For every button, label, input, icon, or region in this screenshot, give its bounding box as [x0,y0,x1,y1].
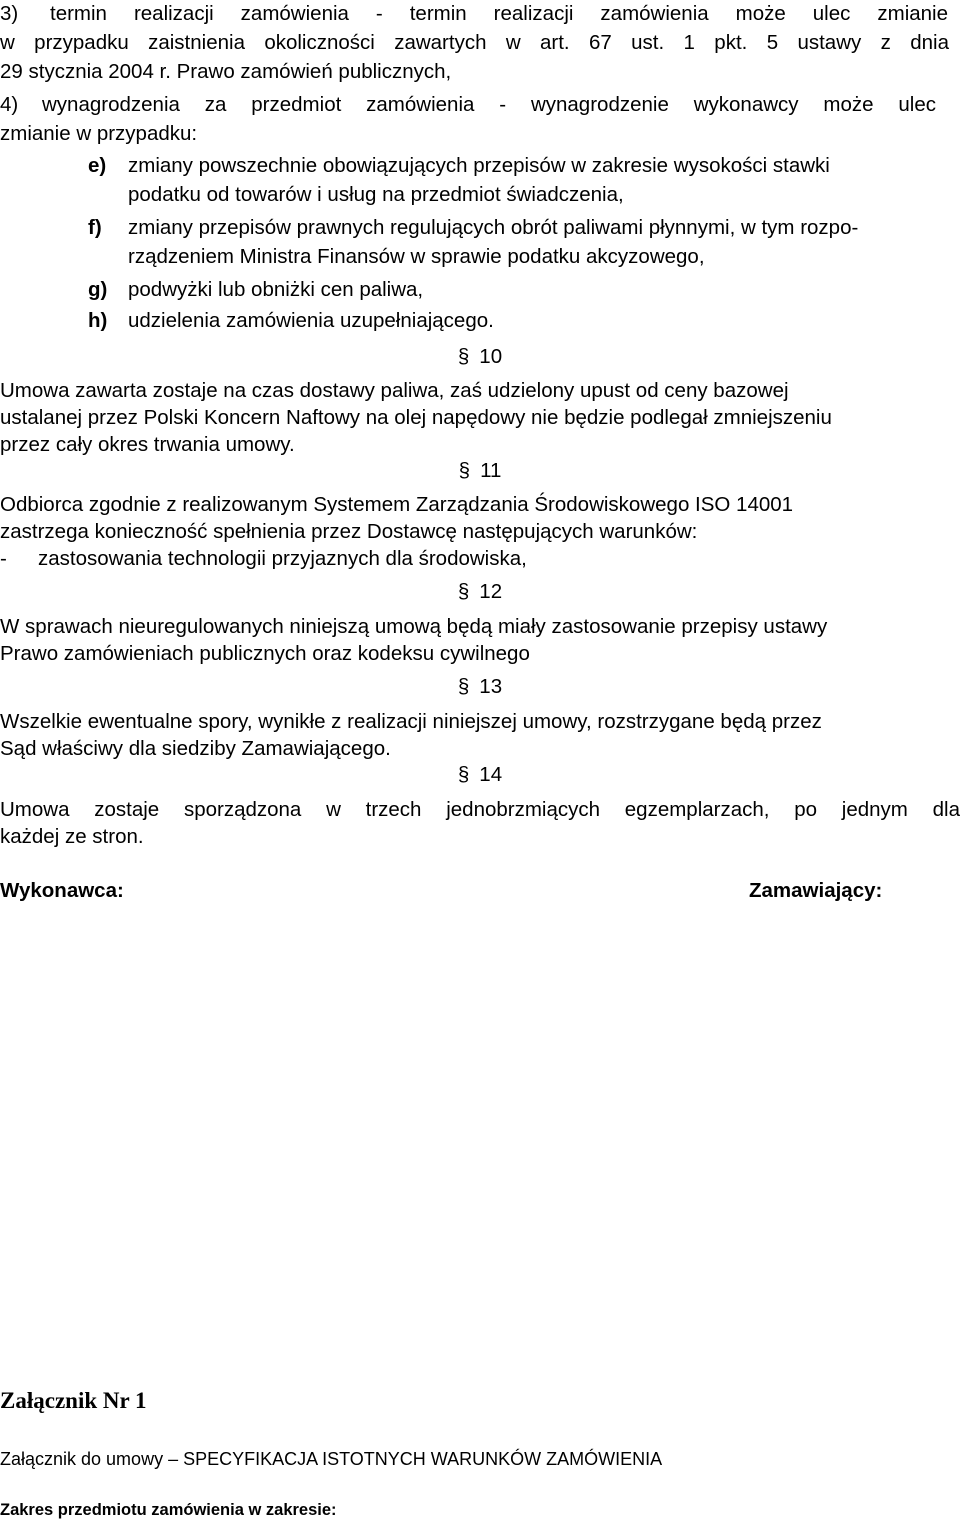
section-heading-12 [0,578,960,605]
section-11-line1: Odbiorca zgodnie z realizowanym Systemem Zarządzania Środowiskowego ISO 14001 [0,493,794,516]
section-11-bullet [0,545,527,572]
list-item-4-line1: wynagrodzenia za przedmiot zamówienia - wynagrodzenie wykonawcy może ulec [42,93,936,116]
section-12-line1: W sprawach nieuregulowanych niniejszą umową będą miały zastosowanie przepisy ustawy [0,615,828,638]
list-number: 4) [0,93,19,116]
section-symbol: § [457,763,470,786]
list-number: 3) [0,2,19,25]
section-12-line2: Prawo zamówieniach publicznych oraz kodeksu cywilnego [0,642,530,665]
subitem-text: podwyżki lub obniżki cen paliwa, [128,278,424,301]
section-11-line2: zastrzega konieczność spełnienia przez Dostawcę następujących warunków: [0,520,698,543]
subitem-f-line2: rządzeniem Ministra Finansów w sprawie podatku akcyzowego, [128,245,705,268]
section-14-line2: każdej ze stron. [0,825,144,848]
list-item-3-line2: w przypadku zaistnienia okoliczności zawartych w art. 67 ust. 1 pkt. 5 ustawy z dnia [0,31,949,54]
section-heading-11 [0,457,960,484]
subitem-text: udzielenia zamówienia uzupełniającego. [128,309,494,332]
subitem-g [88,276,423,303]
signature-ordering-party-label: Zamawiający: [749,879,883,902]
section-symbol: § [457,580,470,603]
list-item-4-line2: zmianie w przypadku: [0,122,198,145]
signature-contractor-label: Wykonawca: [0,879,124,902]
section-symbol: § [457,675,470,698]
section-number: 10 [479,345,503,368]
section-10-line3: przez cały okres trwania umowy. [0,433,295,456]
list-item-3 [0,0,960,27]
subitem-e [88,152,960,179]
subitem-label: f) [88,216,102,239]
bullet-text: zastosowania technologii przyjaznych dla środowiska, [38,547,527,570]
list-item-3-line1: termin realizacji zamówienia - termin realizacji zamówienia może ulec zmianie [50,2,948,25]
section-heading-10 [0,343,960,370]
subitem-text: zmiany przepisów prawnych regulujących obrót paliwami płynnymi, w tym rozpo- [128,216,859,239]
annex-title: Załącznik Nr 1 [0,1388,147,1413]
section-number: 13 [479,675,503,698]
section-14-line1: Umowa zostaje sporządzona w trzech jednobrzmiących egzemplarzach, po jednym dla [0,798,960,821]
section-13-line1: Wszelkie ewentualne spory, wynikłe z realizacji niniejszej umowy, rozstrzygane będą przez [0,710,822,733]
subitem-text: zmiany powszechnie obowiązujących przepisów w zakresie wysokości stawki [128,154,830,177]
annex-subtitle: Załącznik do umowy – SPECYFIKACJA ISTOTNYCH WARUNKÓW ZAMÓWIENIA [0,1449,663,1469]
list-item-4 [0,91,960,118]
section-13-line2: Sąd właściwy dla siedziby Zamawiającego. [0,737,391,760]
subitem-label: h) [88,309,108,332]
subitem-f [88,214,960,241]
section-symbol: § [457,345,470,368]
subitem-h [88,307,494,334]
bullet-mark: - [0,547,7,570]
section-number: 11 [480,459,502,482]
section-10-line1: Umowa zawarta zostaje na czas dostawy paliwa, zaś udzielony upust od ceny bazowej [0,379,789,402]
section-10-line2: ustalanej przez Polski Koncern Naftowy na olej napędowy nie będzie podlegał zmniejszeniu [0,406,832,429]
section-number: 14 [479,763,503,786]
section-heading-13 [0,673,960,700]
section-number: 12 [479,580,503,603]
subitem-e-line2: podatku od towarów i usług na przedmiot świadczenia, [128,183,624,206]
subitem-label: e) [88,154,107,177]
list-item-3-line3: 29 stycznia 2004 r. Prawo zamówień publicznych, [0,60,452,83]
annex-scope: Zakres przedmiotu zamówienia w zakresie: [0,1501,337,1519]
section-symbol: § [458,459,471,482]
subitem-label: g) [88,278,108,301]
section-heading-14 [0,761,960,788]
